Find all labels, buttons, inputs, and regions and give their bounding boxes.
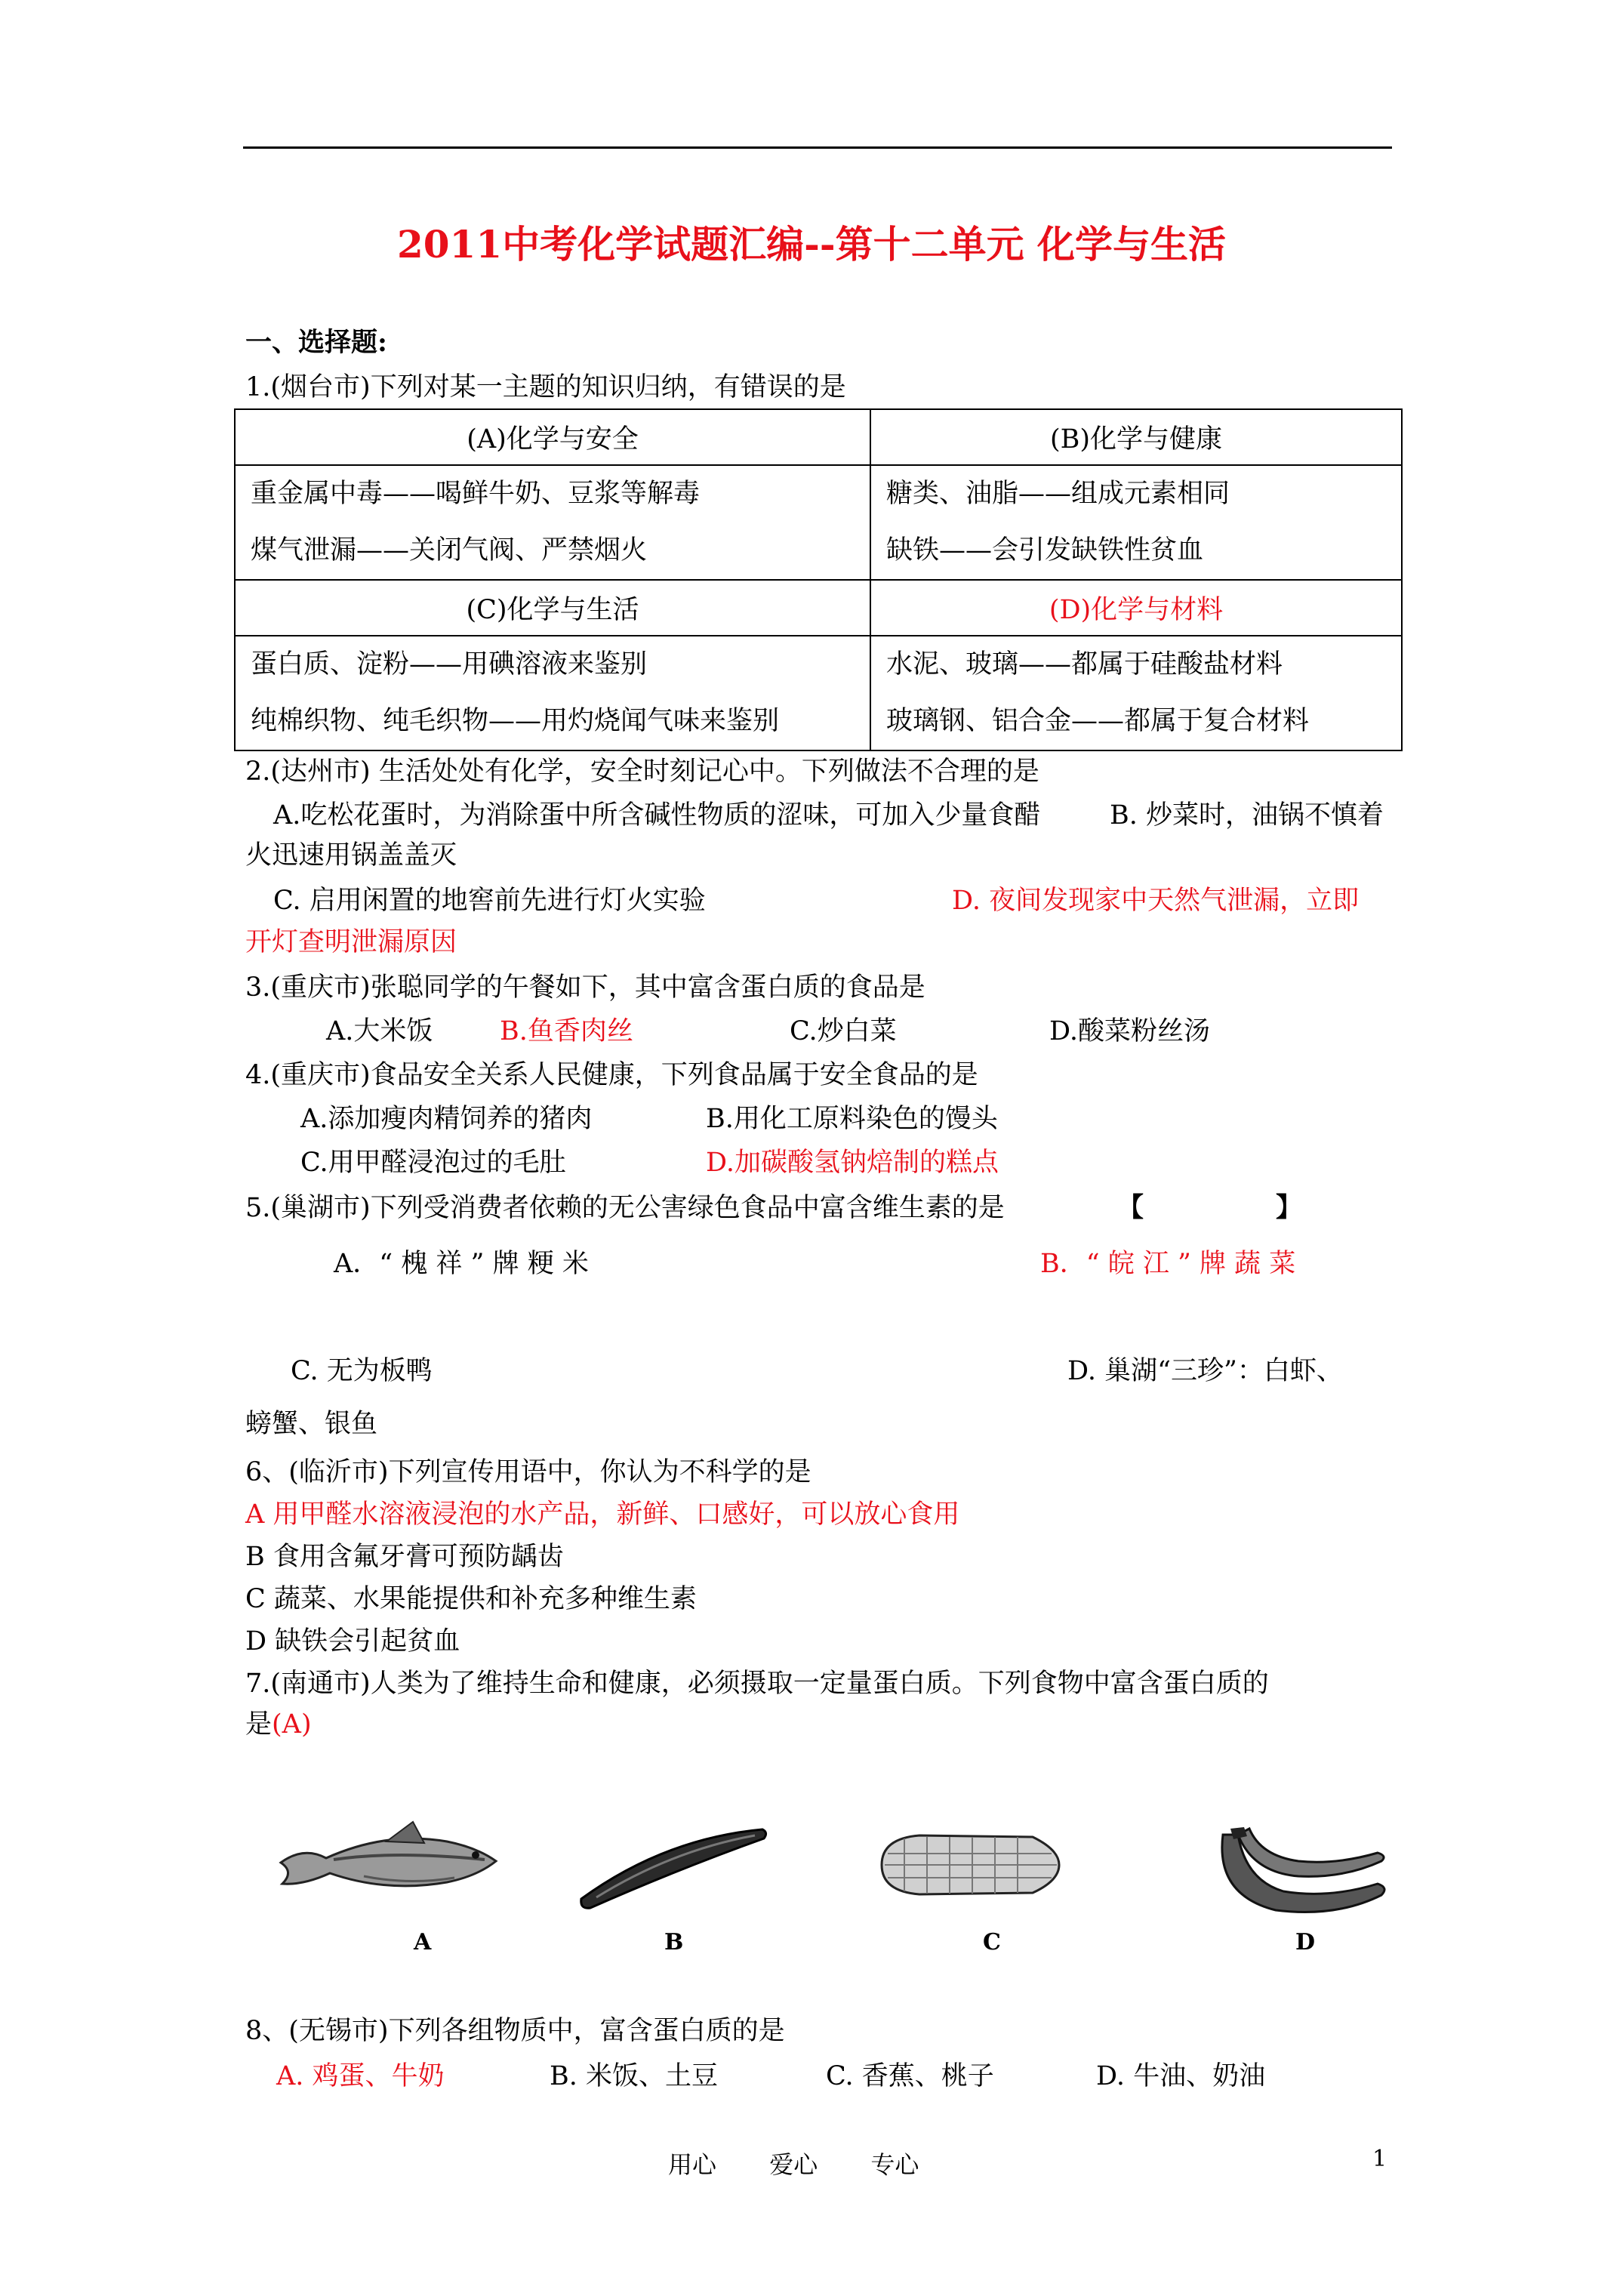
q5-bracket-open: 【	[1117, 1192, 1144, 1223]
cell-a-line2: 煤气泄漏——关闭气阀、严禁烟火	[251, 535, 648, 566]
q5-option-d-cont: 螃蟹、银鱼	[245, 1409, 378, 1439]
q5-option-b: B．“ 皖 江 ” 牌 蔬 菜	[1040, 1249, 1296, 1279]
cell-a-line1: 重金属中毒——喝鲜牛奶、豆浆等解毒	[251, 479, 701, 509]
image-label-a: A	[414, 1929, 432, 1955]
cell-a-head: (A)化学与安全	[235, 409, 870, 465]
q4-option-a: A.添加瘦肉精饲养的猪肉	[300, 1104, 593, 1134]
q5-bracket-close: 】	[1276, 1192, 1303, 1223]
q5-option-a: A．“ 槐 祥 ” 牌 粳 米	[334, 1249, 589, 1279]
q5-stem: 5.(巢湖市)下列受消费者依赖的无公害绿色食品中富含维生素的是	[245, 1193, 1005, 1223]
footer-word-2: 爱心	[769, 2150, 818, 2179]
cell-c-body	[235, 636, 870, 750]
q8-option-a: A. 鸡蛋、牛奶	[276, 2061, 445, 2091]
image-label-c: C	[983, 1929, 1001, 1955]
q5-option-c: C. 无为板鸭	[291, 1356, 433, 1386]
header-rule	[243, 146, 1392, 149]
cell-b-body	[870, 465, 1402, 580]
q3-option-c: C.炒白菜	[790, 1016, 897, 1046]
page-footer	[668, 2146, 964, 2180]
fish-image	[273, 1816, 507, 1914]
q2-option-a: A.吃松花蛋时，为消除蛋中所含碱性物质的涩味，可加入少量食醋	[273, 800, 1041, 831]
q2-option-b: B. 炒菜时，油锅不慎着	[1110, 800, 1384, 831]
page-title: 2011中考化学试题汇编--第十二单元 化学与生活	[396, 222, 1227, 267]
q2-option-d: D. 夜间发现家中天然气泄漏，立即	[952, 886, 1360, 916]
image-label-d: D	[1295, 1929, 1316, 1955]
page-number: 1	[1372, 2146, 1387, 2172]
q2-option-c: C. 启用闲置的地窖前先进行灯火实验	[273, 886, 706, 916]
cell-d-line1: 水泥、玻璃——都属于硅酸盐材料	[886, 649, 1283, 680]
q3-option-a: A.大米饭	[326, 1016, 433, 1046]
cell-c-head: (C)化学与生活	[235, 580, 870, 636]
q4-option-b: B.用化工原料染色的馒头	[706, 1104, 998, 1134]
q1-stem: 1.(烟台市)下列对某一主题的知识归纳，有错误的是	[245, 372, 846, 402]
banana-image	[1208, 1820, 1397, 1925]
cucumber-image	[574, 1816, 770, 1914]
section-heading: 一、选择题:	[245, 327, 387, 358]
cell-a-body	[235, 465, 870, 580]
q8-stem: 8、(无锡市)下列各组物质中，富含蛋白质的是	[245, 2016, 785, 2046]
q6-option-b: B 食用含氟牙膏可预防龋齿	[245, 1542, 564, 1572]
cell-b-head: (B)化学与健康	[870, 409, 1402, 465]
cell-b-line2: 缺铁——会引发缺铁性贫血	[886, 535, 1204, 566]
footer-word-3: 专心	[870, 2150, 919, 2179]
cell-c-line2: 纯棉织物、纯毛织物——用灼烧闻气味来鉴别	[251, 706, 780, 736]
q3-option-d: D.酸菜粉丝汤	[1049, 1016, 1210, 1046]
q7-answer: (A)	[272, 1709, 312, 1740]
q6-stem: 6、(临沂市)下列宣传用语中，你认为不科学的是	[245, 1457, 812, 1487]
q6-option-d: D 缺铁会引起贫血	[245, 1626, 460, 1657]
q2-option-b-cont: 火迅速用锅盖盖灭	[245, 840, 457, 871]
q2-stem: 2.(达州市) 生活处处有化学，安全时刻记心中。下列做法不合理的是	[245, 757, 1039, 787]
image-label-b: B	[664, 1929, 684, 1955]
q4-option-c: C.用甲醛浸泡过的毛肚	[300, 1148, 566, 1178]
q1-table	[234, 408, 1403, 751]
q4-option-d: D.加碳酸氢钠焙制的糕点	[706, 1148, 999, 1178]
q2-option-d-cont: 开灯查明泄漏原因	[245, 927, 457, 957]
cell-d-line2: 玻璃钢、铝合金——都属于复合材料	[886, 706, 1310, 736]
q7-stem-cont	[245, 1708, 312, 1741]
q8-option-d: D. 牛油、奶油	[1096, 2061, 1266, 2091]
corn-image	[867, 1816, 1070, 1914]
q7-stem-end: 是	[245, 1709, 273, 1740]
q8-option-b: B. 米饭、土豆	[550, 2061, 718, 2091]
cell-c-line1: 蛋白质、淀粉——用碘溶液来鉴别	[251, 649, 648, 680]
q3-stem: 3.(重庆市)张聪同学的午餐如下，其中富含蛋白质的食品是	[245, 972, 925, 1003]
cell-d-body	[870, 636, 1402, 750]
q6-option-c: C 蔬菜、水果能提供和补充多种维生素	[245, 1584, 697, 1614]
q3-option-b: B.鱼香肉丝	[500, 1016, 633, 1046]
q4-stem: 4.(重庆市)食品安全关系人民健康，下列食品属于安全食品的是	[245, 1060, 978, 1090]
footer-word-1: 用心	[668, 2150, 717, 2179]
cell-b-line1: 糖类、油脂——组成元素相同	[886, 479, 1230, 509]
q6-option-a: A 用甲醛水溶液浸泡的水产品，新鲜、口感好，可以放心食用	[245, 1499, 960, 1530]
q7-stem: 7.(南通市)人类为了维持生命和健康，必须摄取一定量蛋白质。下列食物中富含蛋白质的	[245, 1669, 1269, 1699]
q8-option-c: C. 香蕉、桃子	[826, 2061, 994, 2091]
cell-d-head: (D)化学与材料	[870, 580, 1402, 636]
q5-option-d: D. 巢湖“三珍”：白虾、	[1067, 1356, 1343, 1386]
